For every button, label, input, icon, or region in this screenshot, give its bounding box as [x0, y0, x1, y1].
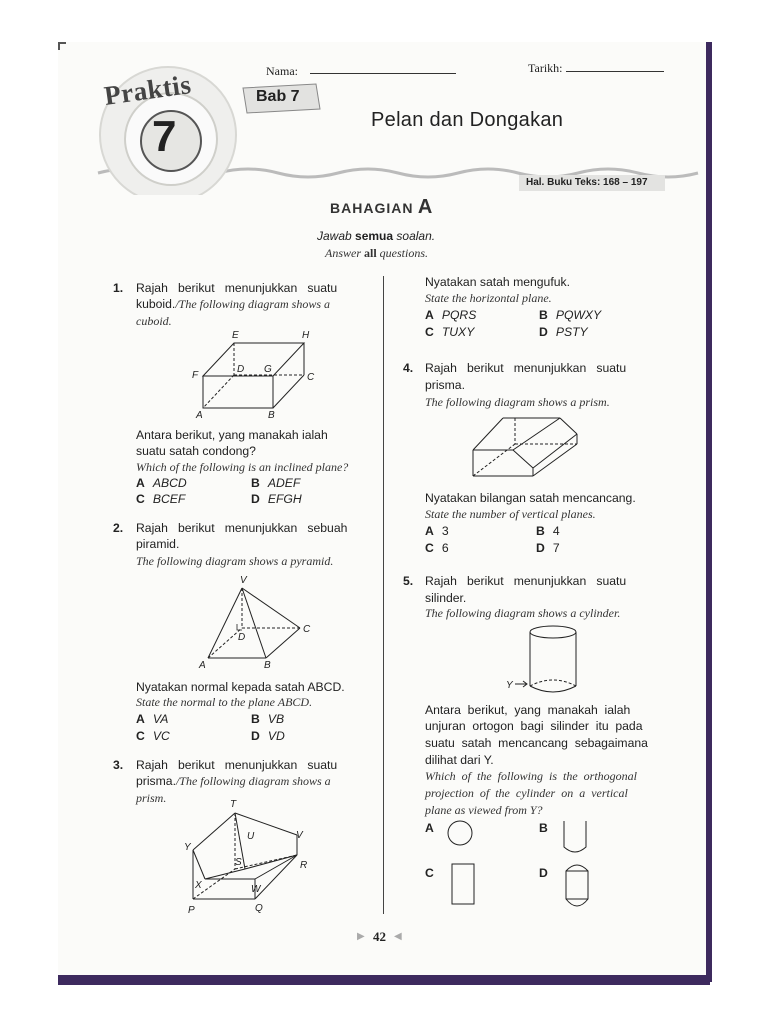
q3-prompt-ms: Nyatakan satah mengufuk. [425, 275, 570, 289]
section-title-prefix: BAHAGIAN [330, 200, 414, 216]
q2-option-c[interactable] [136, 729, 170, 744]
q1-cuboid-diagram [185, 326, 325, 420]
q4-option-c-text: 6 [441, 541, 449, 555]
q2-number [113, 520, 123, 536]
q3-option-c-key: C [425, 325, 434, 339]
q3-option-c-text: TUXY [441, 325, 475, 339]
page-number: 42 [373, 929, 386, 944]
q1-option-d[interactable] [251, 492, 302, 507]
q3-label-V: V [296, 830, 303, 841]
q2-label-D: D [238, 632, 246, 643]
q5-cylinder-diagram [500, 622, 590, 697]
q3-prompt-en: State the horizontal plane. [425, 291, 552, 305]
q1-stem-line1: Rajah berikut menunjukkan suatu [136, 281, 338, 295]
instruction-ms-bold: semua [355, 229, 394, 243]
q3-option-d-key: D [539, 325, 548, 339]
q3-option-c[interactable] [425, 325, 474, 340]
q5-stem-en: The following diagram shows a cylinder. [425, 606, 621, 620]
instruction-en [325, 246, 428, 261]
q5-option-c-rectangle[interactable] [448, 860, 478, 908]
q3-option-b-text: PQWXY [555, 308, 602, 322]
q2-option-d-key: D [251, 729, 260, 743]
q1-stem-line3: cuboid. [136, 314, 172, 328]
q4-option-a-text: 3 [441, 524, 449, 538]
q1-prompt-line2: suatu satah condong? [136, 444, 256, 458]
chapter-title: Pelan dan Dongakan [371, 109, 564, 131]
section-title-letter: A [417, 196, 433, 218]
q2-label-A: A [199, 660, 206, 671]
q3-label-S: S [235, 857, 242, 868]
q4-option-d-text: 7 [552, 541, 560, 555]
q2-label-B: B [264, 660, 271, 671]
date-label: Tarikh: [528, 61, 563, 75]
q3-label-R: R [300, 860, 308, 871]
q4-option-b[interactable] [536, 524, 560, 539]
q5-prompt-en-2: projection of the cylinder on a vertical [425, 786, 628, 800]
q4-prompt-ms: Nyatakan bilangan satah mencancang. [425, 491, 636, 505]
q5-prompt-en-3: plane as viewed from Y? [425, 803, 543, 817]
q4-stem-en: The following diagram shows a prism. [425, 395, 610, 409]
q4-stem-line1: Rajah berikut menunjukkan suatu [425, 361, 627, 375]
q1-label-B: B [268, 410, 275, 420]
q1-label-C: C [307, 372, 315, 383]
q5-option-b-key[interactable]: B [539, 821, 548, 835]
q3-option-a-text: PQRS [441, 308, 477, 322]
name-label: Nama: [266, 64, 298, 78]
q4-num: 4. [403, 361, 414, 375]
q5-label-Y: Y [506, 680, 513, 691]
q1-option-c-key: C [136, 492, 145, 506]
q3-label-U: U [247, 831, 255, 842]
q1-prompt-en: Which of the following is an inclined plane? [136, 460, 349, 474]
instruction-en-part: Answer [325, 246, 364, 260]
chapter-tag: Bab 7 [256, 88, 300, 105]
q3-number [113, 757, 123, 773]
q4-option-c[interactable] [425, 541, 449, 556]
date-field[interactable] [566, 71, 664, 72]
q4-prompt-en: State the number of vertical planes. [425, 507, 596, 521]
q3-option-a-key: A [425, 308, 434, 322]
q2-option-c-key: C [136, 729, 145, 743]
q3-label-W: W [251, 884, 261, 895]
q4-stem-line2: prisma. [425, 378, 465, 392]
q3-label-T: T [230, 799, 237, 810]
q4-option-d-key: D [536, 541, 545, 555]
q1-label-E: E [232, 330, 239, 341]
q2-pyramid-diagram [190, 572, 325, 672]
q1-option-b[interactable] [251, 476, 300, 491]
q4-option-d[interactable] [536, 541, 560, 556]
q5-num: 5. [403, 574, 414, 588]
q1-option-a-key: A [136, 476, 145, 490]
page-edge-bottom [58, 975, 710, 985]
q1-stem-ms: kuboid. [136, 297, 176, 311]
q2-prompt-ms: Nyatakan normal kepada satah ABCD. [136, 680, 345, 694]
q1-label-G: G [264, 364, 272, 375]
q5-option-a-circle[interactable] [445, 818, 475, 848]
instruction-ms [317, 229, 435, 243]
q3-stem-line1: Rajah berikut menunjukkan suatu [136, 758, 338, 772]
q2-stem-line2: piramid. [136, 537, 180, 551]
q1-num: 1. [113, 281, 124, 295]
q3-stem-ms: prisma. [136, 774, 176, 788]
q5-prompt-ms-4: dilihat dari Y. [425, 753, 494, 767]
q1-option-a-text: ABCD [152, 476, 187, 490]
textbook-ref: Hal. Buku Teks: 168 – 197 [526, 177, 648, 188]
q1-label-H: H [302, 330, 310, 341]
q2-stem-en: The following diagram shows a pyramid. [136, 554, 334, 568]
q3-label-X: X [195, 880, 202, 891]
q1-number [113, 280, 123, 296]
q1-option-d-key: D [251, 492, 260, 506]
praktis-badge-number: 7 [152, 112, 177, 161]
q1-option-b-text: ADEF [267, 476, 301, 490]
q5-option-a-key[interactable]: A [425, 821, 434, 835]
q2-option-a-text: VA [152, 712, 169, 726]
q5-prompt-ms-2: unjuran ortogon bagi silinder itu pada [425, 719, 643, 733]
q3-label-P: P [188, 905, 195, 916]
q5-option-b-u-shape[interactable] [560, 817, 590, 859]
q2-prompt-en: State the normal to the plane ABCD. [136, 695, 313, 709]
q5-prompt-en-1: Which of the following is the orthogonal [425, 769, 637, 783]
q1-prompt-line1: Antara berikut, yang manakah ialah [136, 428, 328, 442]
q3-label-Y: Y [184, 842, 191, 853]
q3-stem-en: /The following diagram shows a [175, 774, 331, 788]
q1-label-F: F [192, 370, 199, 381]
instruction-en-part: questions. [376, 246, 429, 260]
q2-option-a[interactable] [136, 712, 168, 727]
q2-label-V: V [240, 575, 247, 586]
q1-option-d-text: EFGH [267, 492, 302, 506]
q1-option-b-key: B [251, 476, 260, 490]
q1-option-c[interactable] [136, 492, 185, 507]
q5-prompt-ms-1: Antara berikut, yang manakah ialah [425, 703, 631, 717]
q4-option-b-key: B [536, 524, 545, 538]
q5-option-c-key[interactable]: C [425, 866, 434, 880]
q1-option-a[interactable] [136, 476, 187, 491]
page-arrow-right-icon: ◀ [394, 931, 402, 942]
name-field[interactable] [310, 73, 456, 74]
q2-option-a-key: A [136, 712, 145, 726]
q1-label-D: D [237, 364, 245, 375]
q2-label-C: C [303, 624, 311, 635]
q1-label-A: A [196, 410, 203, 420]
page-arrow-left-icon: ▶ [357, 931, 365, 942]
q5-option-d-key[interactable]: D [539, 866, 548, 880]
instruction-en-bold: all [364, 246, 377, 260]
q5-stem-line2: silinder. [425, 591, 467, 605]
crop-mark [58, 42, 66, 50]
section-title [330, 196, 432, 219]
q1-stem-en: /The following diagram shows a [175, 297, 330, 311]
q2-num: 2. [113, 521, 124, 535]
q4-number [403, 360, 413, 376]
q2-option-d[interactable] [251, 729, 285, 744]
q3-prism-diagram [175, 795, 325, 920]
q1-stem-line2 [136, 296, 330, 312]
q4-prism-diagram [465, 410, 590, 490]
q3-stem-line3: prism. [136, 791, 167, 805]
q5-number [403, 573, 413, 589]
praktis-badge-word: Praktis [102, 69, 194, 111]
q3-label-Q: Q [255, 903, 263, 914]
q3-option-a[interactable] [425, 308, 476, 323]
q2-option-d-text: VD [267, 729, 285, 743]
q1-option-c-text: BCEF [152, 492, 186, 506]
q3-num: 3. [113, 758, 124, 772]
textbook-ref-box [519, 175, 665, 191]
q4-option-c-key: C [425, 541, 434, 555]
q4-option-a-key: A [425, 524, 434, 538]
q2-stem-line1: Rajah berikut menunjukkan sebuah [136, 521, 348, 535]
q2-option-b[interactable] [251, 712, 284, 727]
q3-stem-line2 [136, 773, 331, 789]
q3-option-d[interactable] [539, 325, 588, 340]
column-divider [383, 276, 384, 914]
q4-option-b-text: 4 [552, 524, 560, 538]
q3-option-d-text: PSTY [555, 325, 588, 339]
q2-option-b-key: B [251, 712, 260, 726]
q5-option-d-capsule[interactable] [561, 857, 593, 915]
q2-option-c-text: VC [152, 729, 170, 743]
q5-prompt-ms-3: suatu satah mencancang sebagaimana [425, 736, 648, 750]
q3-option-b[interactable] [539, 308, 601, 323]
instruction-ms-part: soalan. [393, 229, 436, 243]
q3-option-b-key: B [539, 308, 548, 322]
q2-option-b-text: VB [267, 712, 285, 726]
instruction-ms-part: Jawab [317, 229, 356, 243]
q5-stem-line1: Rajah berikut menunjukkan suatu [425, 574, 627, 588]
q4-option-a[interactable] [425, 524, 449, 539]
